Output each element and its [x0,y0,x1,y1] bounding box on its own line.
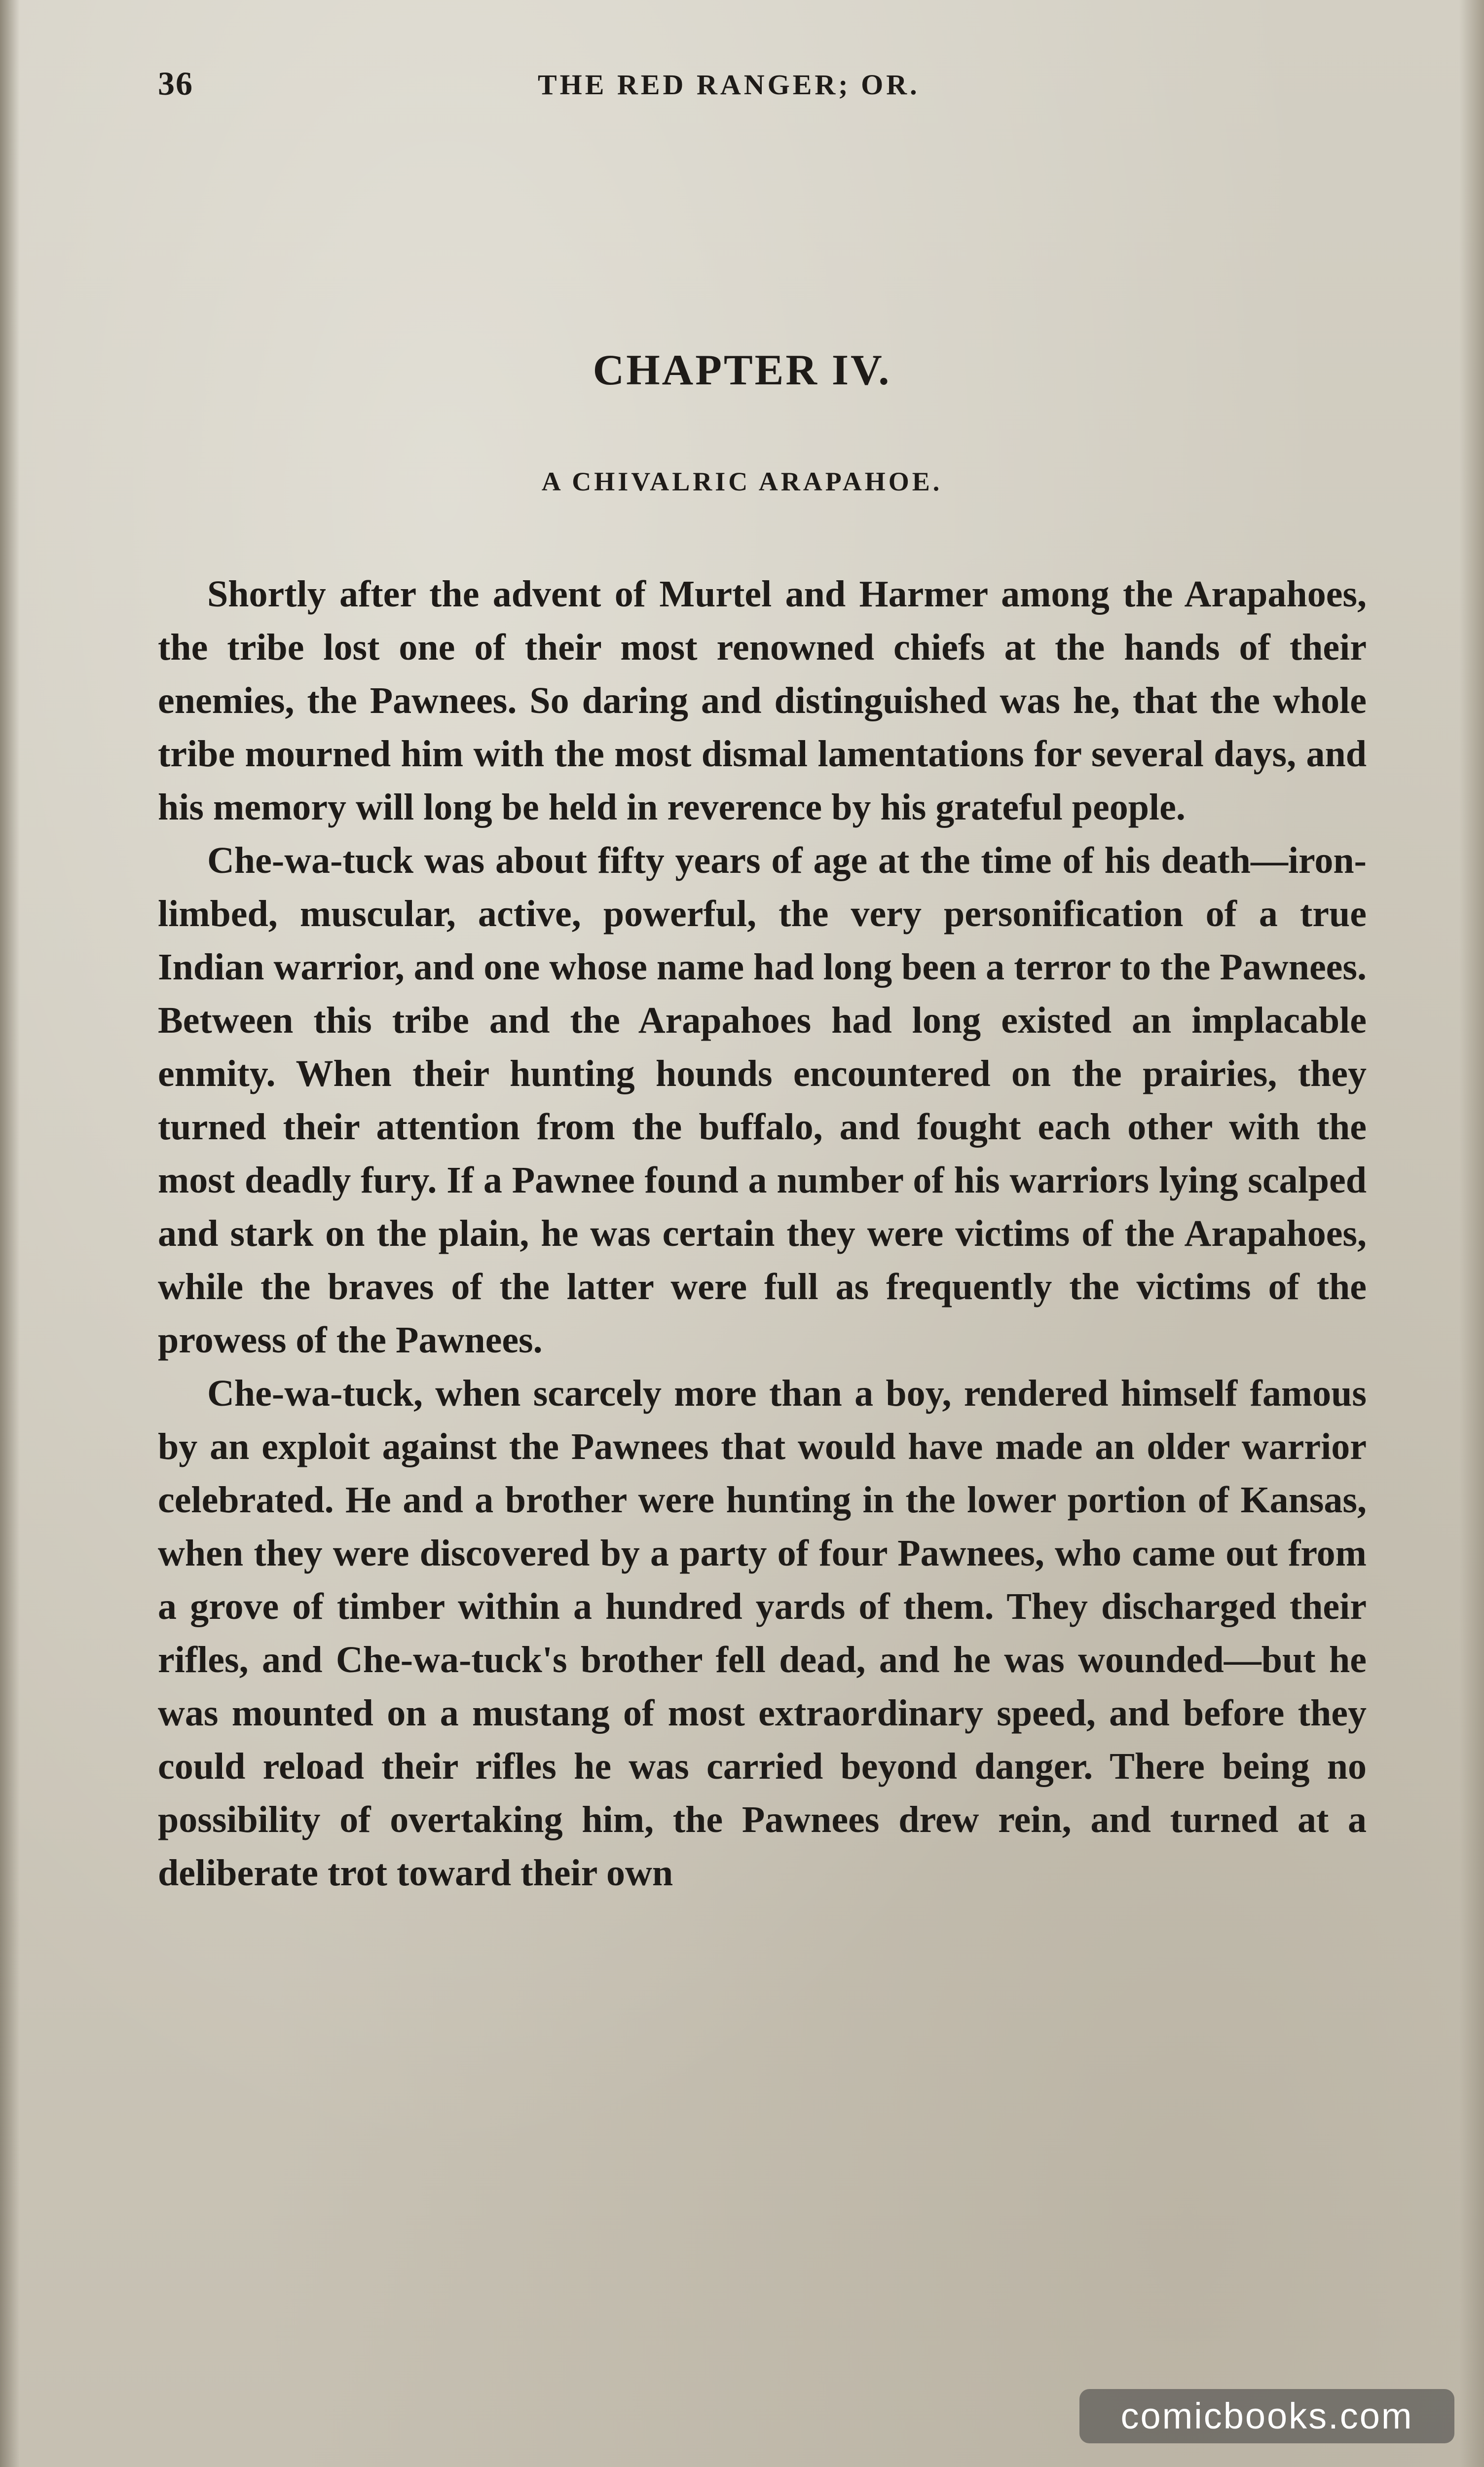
chapter-subtitle: A CHIVALRIC ARAPAHOE. [541,467,943,496]
running-head [158,64,1391,109]
chapter-title: CHAPTER IV. [593,346,891,394]
paragraph-3: Che-wa-tuck, when scarcely more than a boy, rendered himself famous by an exploit against the Pawnees that would have made an older warrior celebrated. He and a brother were hunting in the lower portion of Kansas, when they were discovered by a party of four Pawnees, who came out from a grove of timber within a hundred yards of them. They discharged their rifles, and Che-wa-tuck's brother fell dead, and he was wounded—but he was mounted on a mustang of most extraordinary speed, and before they could reload their rifles he was carried beyond danger. There being no possibility of overtaking him, the Pawnees drew rein, and turned at a deliberate trot toward their own [158,1373,1367,1894]
body-text [158,567,1367,1900]
watermark-badge: comicbooks.com [1079,2389,1454,2443]
running-title: THE RED RANGER; OR. [538,69,920,101]
paragraph-1: Shortly after the advent of Murtel and Harmer among the Arapahoes, the tribe lost one of their most renowned chiefs at the hands of their enemies, the Pawnees. So daring and distinguished was he, that the whole tribe mourned him with the most dismal lamentations for several days, and his memory will long be held in reverence by his grateful people. [158,573,1367,828]
paragraph-2: Che-wa-tuck was about fifty years of age at the time of his death—iron-limbed, muscular, active, powerful, the very personification of a true Indian warrior, and one whose name had long been a terror to the Pawnees. Between this tribe and the Arapahoes had long existed an implacable enmity. When their hunting hounds encountered on the prairies, they turned their attention from the buffalo, and fought each other with the most deadly fury. If a Pawnee found a number of his warriors lying scalped and stark on the plain, he was certain they were victims of the Arapahoes, while the braves of the latter were full as frequently the victims of the prowess of the Pawnees. [158,840,1367,1361]
page-number: 36 [158,65,193,102]
